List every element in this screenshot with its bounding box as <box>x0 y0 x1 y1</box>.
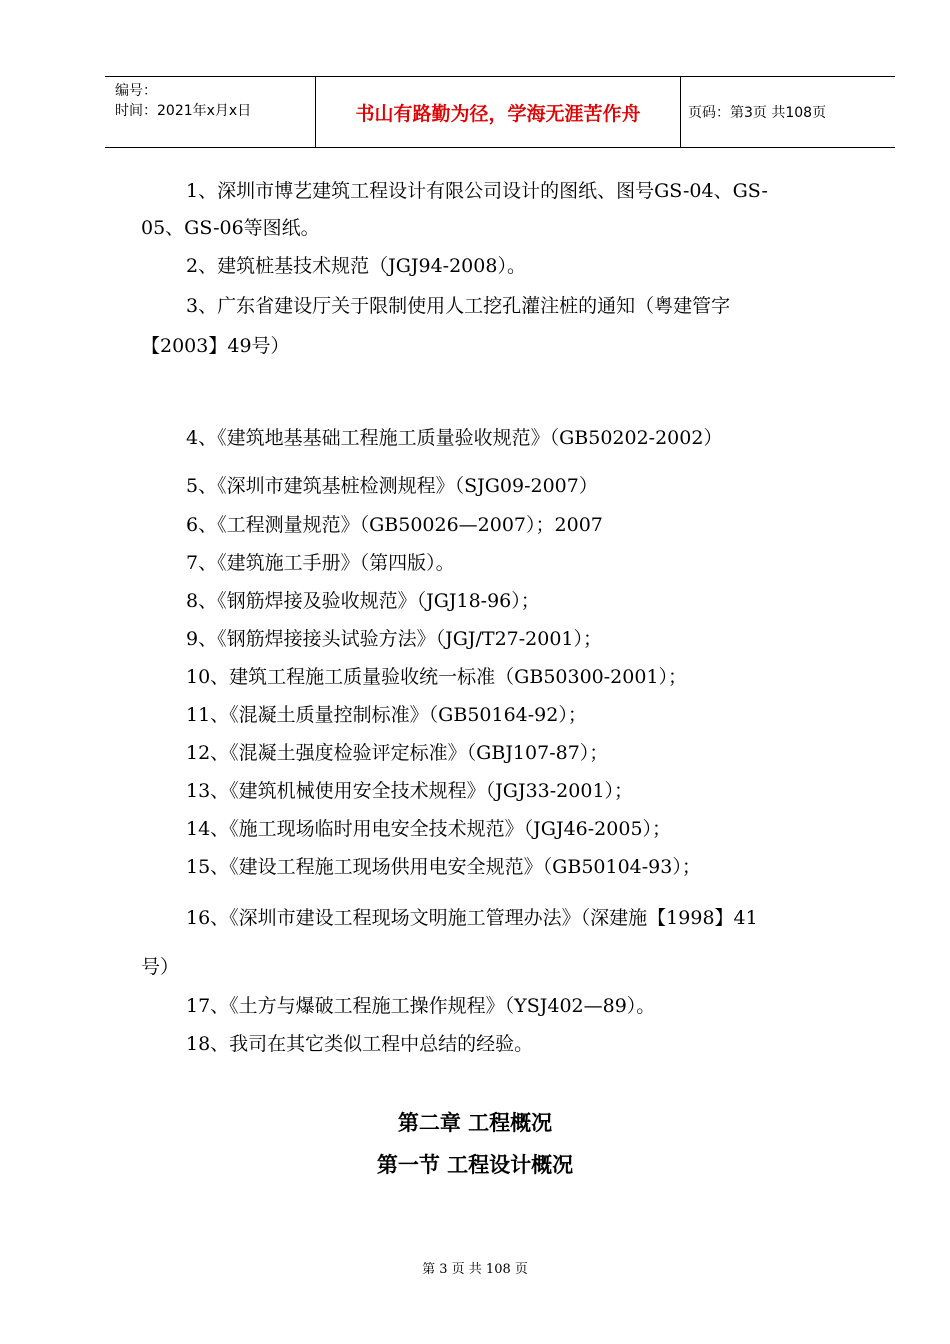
section-title: 第一节 工程设计概况 <box>376 1153 574 1177</box>
reference-item: 4、《建筑地基基础工程施工质量验收规范》（GB50202-2002） <box>186 427 723 449</box>
reference-item: 2、建筑桩基技术规范（JGJ94-2008）。 <box>186 255 526 277</box>
page-footer: 第 3 页 共 108 页 <box>422 1262 528 1277</box>
reference-item: 11、《混凝土质量控制标准》（GB50164-92）； <box>186 704 587 726</box>
reference-item: 6、《工程测量规范》（GB50026—2007）；2007 <box>186 514 603 536</box>
header-motto: 书山有路勤为径，学海无涯苦作舟 <box>355 102 641 125</box>
chapter-title: 第二章 工程概况 <box>397 1111 553 1135</box>
reference-item: 18、我司在其它类似工程中总结的经验。 <box>186 1033 534 1055</box>
document-number-label: 编号： <box>115 83 157 99</box>
reference-item: 7、《建筑施工手册》（第四版）。 <box>186 552 455 574</box>
reference-item: 13、《建筑机械使用安全技术规程》（JGJ33-2001）； <box>186 780 634 802</box>
header-page-info: 页码：第3页 共108页 <box>688 105 827 121</box>
reference-item-continuation: 【2003】49号） <box>141 335 290 357</box>
document-date: 时间：2021年x月x日 <box>115 103 252 119</box>
reference-item: 16、《深圳市建设工程现场文明施工管理办法》（深建施【1998】41 <box>186 907 758 929</box>
header-divider <box>680 77 681 147</box>
reference-item-continuation: 号） <box>141 956 180 978</box>
reference-item: 5、《深圳市建筑基桩检测规程》（SJG09-2007） <box>186 475 598 497</box>
reference-item: 15、《建设工程施工现场供用电安全规范》（GB50104-93）； <box>186 856 701 878</box>
reference-item-continuation: 05、GS-06等图纸。 <box>141 217 320 239</box>
reference-item: 3、广东省建设厅关于限制使用人工挖孔灌注桩的通知（粤建管字 <box>186 295 731 317</box>
reference-item: 12、《混凝土强度检验评定标准》（GBJ107-87）； <box>186 742 609 764</box>
reference-item: 10、建筑工程施工质量验收统一标准（GB50300-2001）； <box>186 666 688 688</box>
reference-item: 14、《施工现场临时用电安全技术规范》（JGJ46-2005）； <box>186 818 672 840</box>
reference-item: 8、《钢筋焊接及验收规范》（JGJ18-96）； <box>186 590 540 612</box>
header-meta <box>115 81 320 121</box>
reference-item: 1、深圳市博艺建筑工程设计有限公司设计的图纸、图号GS-04、GS- <box>186 180 768 202</box>
page-header <box>105 76 895 148</box>
reference-item: 17、《土方与爆破工程施工操作规程》（YSJ402—89）。 <box>186 995 656 1017</box>
reference-item: 9、《钢筋焊接接头试验方法》（JGJ/T27-2001）； <box>186 628 603 650</box>
